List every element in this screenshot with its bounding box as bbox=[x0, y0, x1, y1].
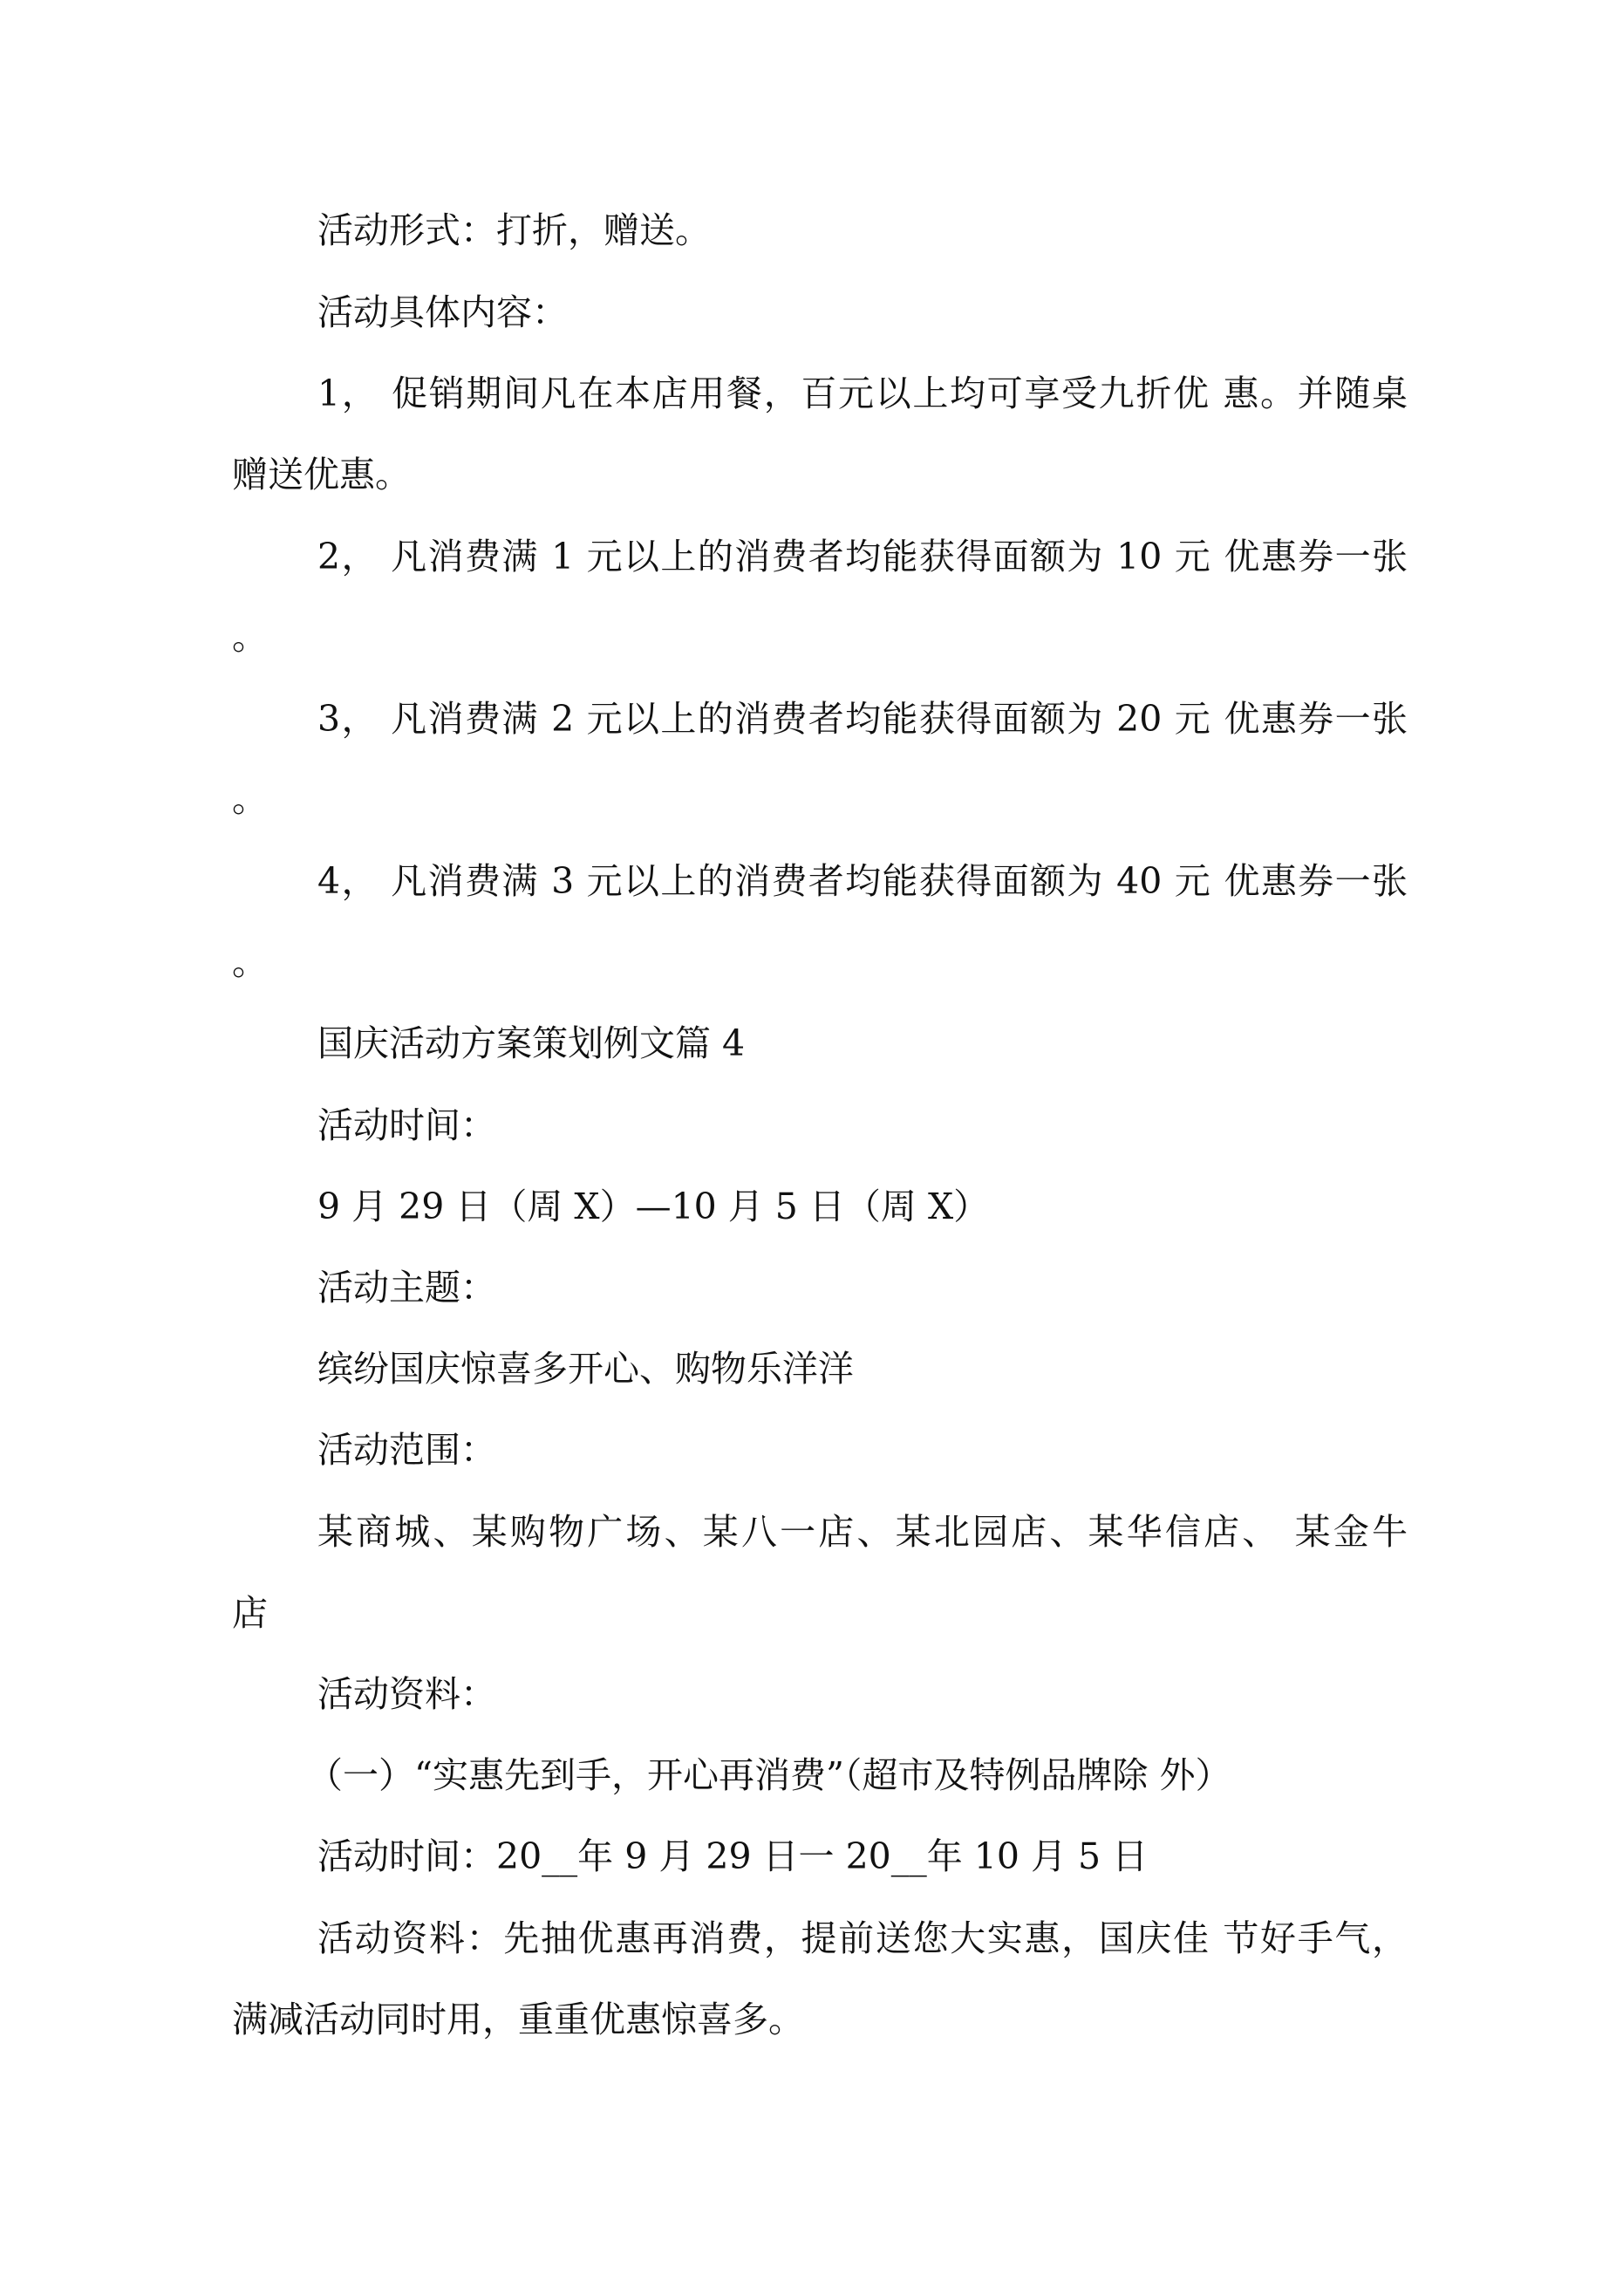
list-item-2-line-1: 2， 凡消费满 1 元以上的消费者均能获得面额为 10 元 优惠券一张 bbox=[317, 536, 1408, 577]
label-activity-time: 活动时间： bbox=[317, 1104, 496, 1146]
list-item-3-line-2: 。 bbox=[232, 778, 268, 820]
subsection-heading-1: （一）“实惠先到手，开心再消费”（超市及特例品牌除 外） bbox=[307, 1754, 1231, 1796]
label-activity-theme: 活动主题： bbox=[317, 1267, 496, 1309]
list-item-1-line-1: 1， 促销期间凡在本店用餐，百元以上均可享受九折优 惠。并随桌 bbox=[317, 372, 1408, 414]
list-item-2-line-2: 。 bbox=[232, 616, 268, 658]
subsection-activity-materials-line-2: 满减活动同时用，重重优惠惊喜多。 bbox=[232, 1999, 804, 2040]
paragraph-activity-form: 活动形式：打折，赠送。 bbox=[317, 209, 711, 251]
value-activity-time: 9 月 29 日（周 X）—10 月 5 日（周 X） bbox=[317, 1186, 990, 1227]
subsection-activity-time: 活动时间：20__年 9 月 29 日一 20__年 10 月 5 日 bbox=[317, 1835, 1149, 1877]
list-item-3-line-1: 3， 凡消费满 2 元以上的消费者均能获得面额为 20 元 优惠券一张 bbox=[317, 698, 1408, 740]
value-activity-scope-line-1: 某商城、某购物广场、某八一店、某北园店、某华信店、 某金牛 bbox=[317, 1511, 1408, 1553]
label-activity-scope: 活动范围： bbox=[317, 1429, 496, 1471]
paragraph-activity-content-heading: 活动具体内容： bbox=[317, 291, 568, 333]
subsection-activity-materials-line-1: 活动资料：先抽优惠再消费，提前送您大实惠，国庆佳 节好手气， bbox=[317, 1917, 1408, 1959]
section-heading: 国庆活动方案策划例文篇 4 bbox=[317, 1022, 746, 1064]
list-item-4-line-2: 。 bbox=[232, 941, 268, 983]
list-item-1-line-2: 赠送优惠。 bbox=[232, 454, 411, 495]
label-activity-materials: 活动资料： bbox=[317, 1673, 496, 1715]
value-activity-scope-line-2: 店 bbox=[232, 1592, 268, 1634]
list-item-4-line-1: 4， 凡消费满 3 元以上的消费者均能获得面额为 40 元 优惠券一张 bbox=[317, 860, 1408, 902]
value-activity-theme: 缤纷国庆惊喜多开心、购物乐洋洋 bbox=[317, 1348, 854, 1390]
